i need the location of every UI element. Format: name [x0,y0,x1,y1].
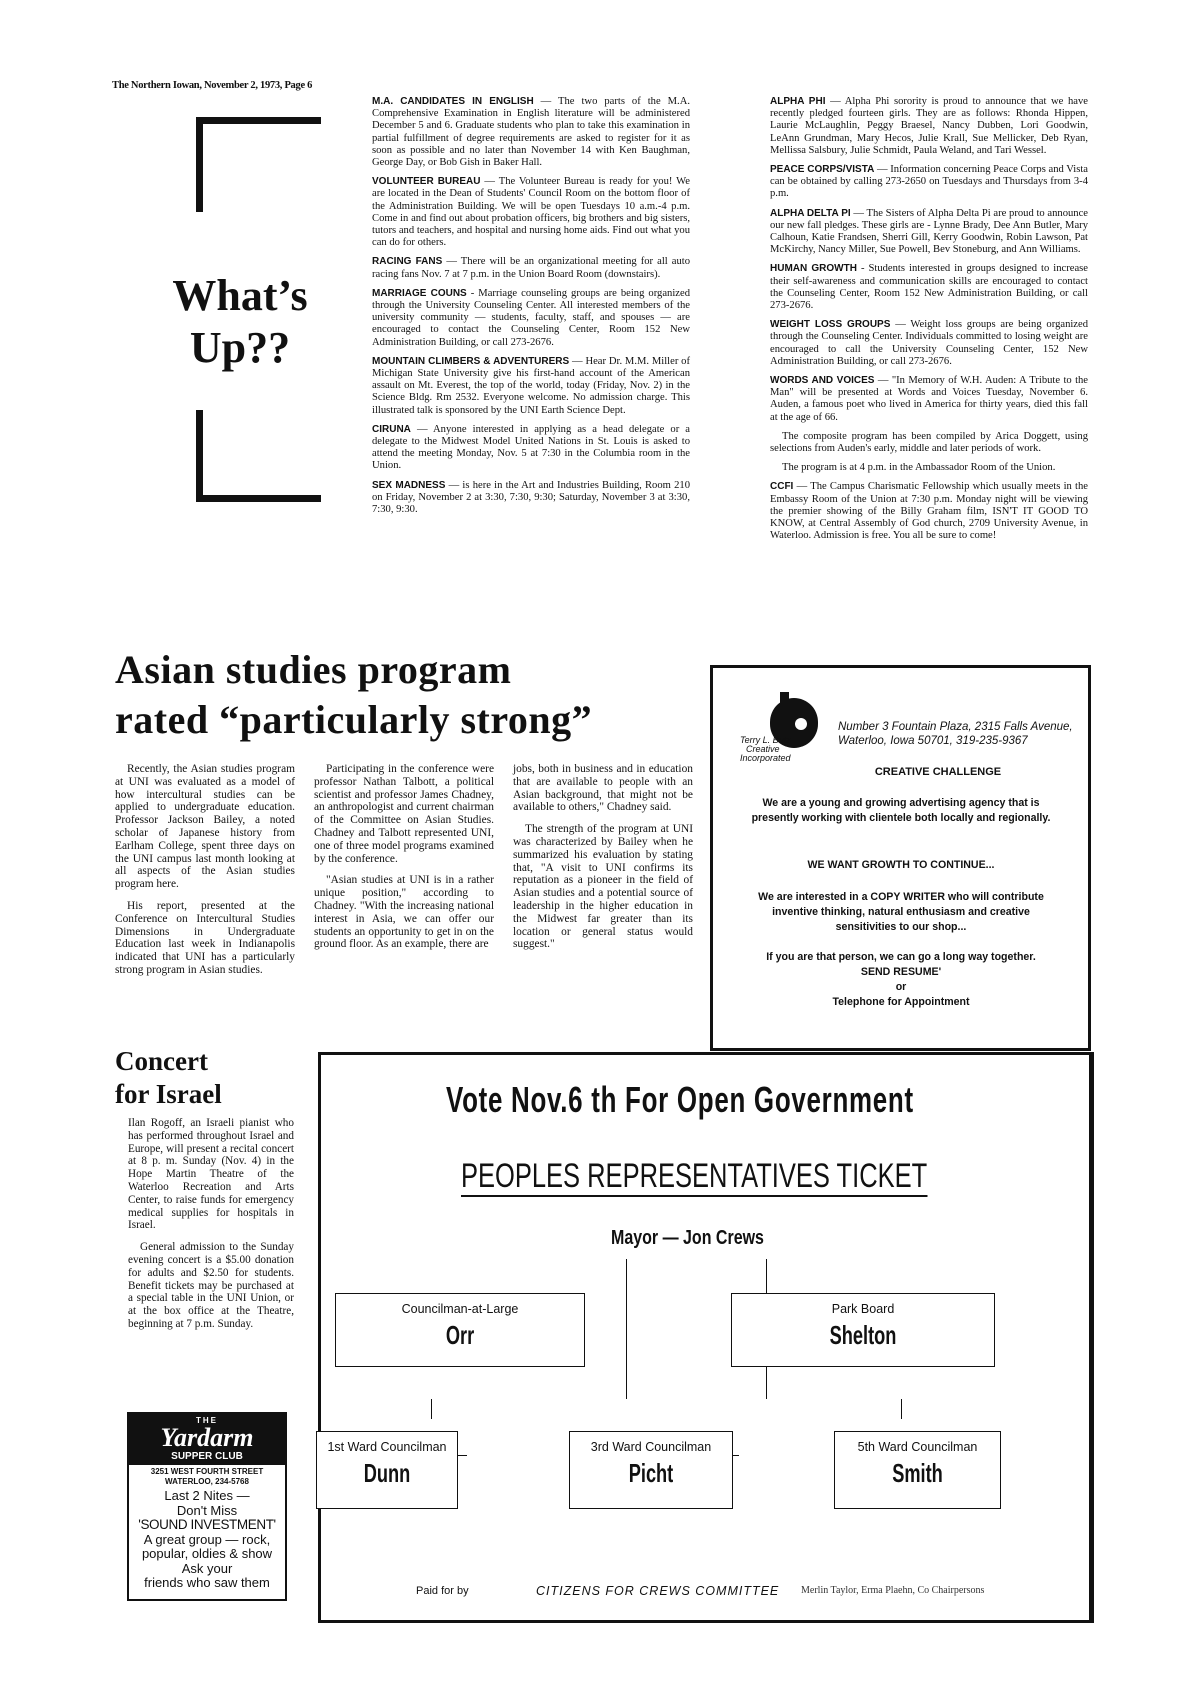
announcement-heading: MOUNTAIN CLIMBERS & ADVENTURERS [372,355,570,367]
announcement-item [770,164,1088,201]
yardarm-city: WATERLOO, 234-5768 [165,1477,249,1486]
yardarm-line2: Don't Miss [176,1502,238,1518]
announcement-item [770,208,1088,257]
committee-name: CITIZENS FOR CREWS COMMITTEE [536,1584,780,1598]
announcement-item [372,176,690,249]
asian-title-line1: Asian studies program [115,647,512,692]
box-3rd-ward [569,1431,733,1509]
bracket-bottom [196,410,321,502]
box-title: 3rd Ward Councilman [590,1440,712,1454]
announcement-text: - Students interested in groups designed to increase their self-awareness and communication skills are encouraged to contact the Counseling Center, Room 152 New Administration Building, or call 273-2676. [770,263,1088,312]
announcement-heading: M.A. CANDIDATES IN ENGLISH [372,96,534,107]
box-5th-ward [834,1431,1001,1509]
announcements-column-2 [770,96,1088,550]
paid-for-label: Paid for by [416,1585,469,1597]
announcement-text: — The Volunteer Bureau is ready for you! We are located in the Dean of Students' Council Room on the bottom floor of the Administration Building. We will be open Tuesdays 10 a.m.-4 p.m. Come in and find out about probation officers, big brothers and big sisters, tutors and teachers, and hospital and nursing home aids. Find out what you can do for others. [372,176,691,249]
box-name: Orr [445,1320,475,1350]
announcement-item [770,96,1088,157]
yardarm-line3: 'SOUND INVESTMENT' [138,1517,276,1532]
asian-column-c [513,763,693,960]
logo-name: Terry L. Butz [740,735,791,745]
concert-headline [115,1045,222,1111]
announcement-text: — "In Memory of W.H. Auden: A Tribute to the Man" will be presented at Words and Voices Tuesday, November 6. Auden, a famous poet who lived in America for thirty years, died this fall at the age of 66. [770,375,1089,423]
announcement-item [372,256,690,280]
asian-column-b [314,763,494,960]
ad-p6: or [895,981,907,993]
announcement-heading: HUMAN GROWTH [770,263,857,275]
article-paragraph: "Asian studies at UNI is in a rather unique position," according to Chadney. "With the increasing national interest in Asia, we can offer our students an opportunity to get in on the ground floor. As an example, there are [314,874,494,951]
masthead: The Northern Iowan, November 2, 1973, Page 6 [112,80,313,91]
announcement-heading: VOLUNTEER BUREAU [372,176,481,188]
article-paragraph: jobs, both in business and in education that are available to people with an Asian background, that might not be available to others," Chadney said. [513,763,693,814]
announcement-text: — Weight loss groups are being organized through the Counseling Center. Individuals committed to losing weight are encouraged to call the University Counseling Center, 152 New Administration Building, or call 273-2676. [770,319,1089,367]
article-paragraph: Recently, the Asian studies program at UNI was evaluated as a model of how intercultural studies can be applied to undergraduate education. Professor Jackson Bailey, a noted scholar of Japanese history from Earlham College, spent three days on the UNI campus last month looking at all aspects of the Asian studies program here. [115,763,295,891]
concert-paragraph-2: General admission to the Sunday evening concert is a $5.00 donation for adults and $2.50 for students. Benefit tickets may be purchased at a special table in the UNI Union, or at the box office at the Theatre, beginning at 7 p.m. Sunday. [128,1241,294,1330]
box-title: Park Board [831,1302,895,1316]
tree-line-left [626,1259,627,1399]
box-title: Councilman-at-Large [401,1302,519,1316]
announcement-heading: WORDS AND VOICES [770,375,875,387]
asian-title-line2: rated “particularly strong” [115,697,593,742]
concert-paragraph-1: Ilan Rogoff, an Israeli pianist who has performed throughout Israel and Europe, will present a recital concert at 8 p. m. Sunday (Nov. 4) in the Hope Martin Theatre of the Waterloo Recreation and Arts Center, to raise funds for emergency medical supplies for hospitals in Israel. [128,1117,294,1232]
concert-title-line1: Concert [115,1046,208,1076]
announcement-item [770,431,1088,455]
logo-sub1: Creative [746,744,780,754]
yardarm-line6: Ask your [181,1560,233,1576]
ad-paragraph-1: We are a young and growing advertising agency that is presently working with clientele both locally and regionally. [751,797,1051,824]
box-councilman-at-large [335,1293,585,1367]
announcement-heading: RACING FANS [372,256,443,268]
box-name: Smith [892,1458,943,1488]
announcement-text: - Marriage counseling groups are being organized through the University Counseling Center. All interested members of the university community — students, faculty, staff, and spouses — are encouraged to contact the Counseling Center, Room 152 New Administration Building, or call 273-2676. [372,287,690,348]
concert-title-line2: for Israel [115,1079,222,1109]
logo-text [740,736,791,763]
vote-headline: Vote Nov.6 th For Open Government [446,1079,914,1120]
box-name: Shelton [829,1320,897,1350]
announcement-item [770,319,1088,368]
announcement-heading: MARRIAGE COUNS [372,287,467,299]
yardarm-line1: Last 2 Nites — [164,1488,250,1503]
box-park-board [731,1293,995,1367]
announcement-text: — Alpha Phi sorority is proud to announce that we have recently pledged fourteen girls. They are as follows: Rhonda Hippen, Laurie McLaughlin, Peggy Braesel, Nancy Dubben, Lori Goodwin, LeAnn Grundman, Mary Hecos, Julie Krall, Sue Mellicker, Deb Ryan, Mellissa Salsbury, Julie Schmidt, Paula Weland, and Tari Wessel. [770,96,1088,156]
announcement-text: — is here in the Art and Industries Building, Room 210 on Friday, November 2 at 3:30, 7:30, 9:30; Saturday, November 3 at 3:30, 7:30, 9:30. [372,479,691,516]
announcement-heading: CIRUNA [372,423,411,435]
logo-sub2: Incorporated [740,753,791,763]
announcement-text: — Information concerning Peace Corps and Vista can be obtained by calling 273-2650 on Tuesdays and Thursdays from 3-4 p.m. [770,164,1088,200]
announcement-text: — There will be an organizational meeting for all auto racing fans Nov. 7 at 7 p.m. in the Union Board Room (downstairs). [372,256,690,280]
announcement-heading: ALPHA PHI [770,96,826,107]
asian-column-a [115,763,295,986]
vote-ad [318,1052,1094,1623]
yardarm-name: Yardarm [160,1423,254,1452]
yardarm-line7: friends who saw them [144,1575,270,1590]
announcement-item [770,263,1088,312]
announcement-text: — The two parts of the M.A. Comprehensive Examination in English literature will be administered December 5 and 6. Graduate students who plan to take this examination in partial fulfillment of degree requirements are asked to register for it as soon as possible and no later than November 14 with Ken Baughman, George Day, or Bob Gish in Baker Hall. [372,96,690,169]
announcement-text: — The Campus Charismatic Fellowship which usually meets in the Embassy Room of the Union at 7:30 p.m. Monday night will be viewing the premier showing of the Billy Graham film, ISN'T IT GOOD TO KNOW, at Central Assembly of God church, 2709 University Avenue, in Waterloo. Admission is free. You all be sure to come! [770,481,1088,542]
box-1st-ward [316,1431,458,1509]
yardarm-club: SUPPER CLUB [171,1451,243,1462]
ad-p4: If you are that person, we can go a long way together. [766,951,1036,963]
announcement-heading: SEX MADNESS [372,479,446,491]
ad-paragraph-2: WE WANT GROWTH TO CONTINUE... [807,859,995,871]
announcement-heading: PEACE CORPS/VISTA [770,164,875,176]
whats-up-line2: Up?? [189,323,291,372]
announcement-heading: ALPHA DELTA PI [770,207,851,219]
whats-up-line1: What’s [172,271,308,320]
box-name: Dunn [363,1458,411,1488]
box-name: Picht [628,1458,674,1488]
announcement-text: — Hear Dr. M.M. Miller of Michigan State University give his first-hand account of the American assault on Mt. Everest, the top of the world, today (Friday, Nov. 2) in the Science Bldg. Rm 2532. Everyone welcome. No admission charge. This illustrated talk is sponsored by the UNI Earth Science Dept. [372,355,691,416]
announcement-item [372,424,690,473]
announcement-text: The composite program has been compiled by Arica Doggett, using selections from Auden's early, middle and later periods of work. [770,430,1088,455]
announcement-item [770,462,1088,474]
box-title: 5th Ward Councilman [857,1440,978,1454]
ad-p5: SEND RESUME' [860,966,942,978]
announcement-heading: WEIGHT LOSS GROUPS [770,319,891,331]
article-paragraph: Participating in the conference were professor Nathan Talbott, a political scientist and professor James Chadney, an anthropologist and current chairman of the Committee on Asian Studies. Chadney and Talbott represented UNI, one of three model programs examined by the conference. [314,763,494,865]
yardarm-line4: A great group — rock, [143,1531,271,1547]
tree-line-down-left [431,1399,432,1419]
article-paragraph: The strength of the program at UNI was characterized by Bailey when he summarized his evaluation by stating that, "A visit to UNI confirms its reputation as a pioneer in the field of Asian studies and a potential source of leadership in the higher education in the Midwest far greater than its location or general status would suggest." [513,823,693,951]
ticket-title: PEOPLES REPRESENTATIVES TICKET [461,1157,928,1195]
announcement-heading: CCFI [770,481,794,493]
yardarm-line5: popular, oldies & show [141,1546,273,1561]
creative-challenge-ad [710,665,1091,1051]
creative-challenge-heading: CREATIVE CHALLENGE [874,766,1002,778]
announcement-item [372,356,690,417]
tree-line-down-right [901,1399,902,1419]
mayor-label: Mayor — Jon Crews [611,1227,764,1249]
yardarm-the: THE [196,1416,218,1425]
announcement-item [372,480,690,517]
ad-paragraph-3: We are interested in a COPY WRITER who will contribute inventive thinking, natural enthusiasm and creative sensitivities to our shop... [758,891,1044,933]
announcement-text: The program is at 4 p.m. in the Ambassador Room of the Union. [782,462,1056,474]
asian-studies-headline [115,645,592,745]
ad-paragraph-4 [741,950,1061,1010]
bracket-top [196,117,321,212]
box-title: 1st Ward Councilman [327,1440,447,1454]
ad-p7: Telephone for Appointment [832,996,970,1008]
announcement-item [372,96,690,169]
announcements-column-1 [372,96,690,523]
announcement-item [770,375,1088,424]
agency-address [838,720,1078,748]
yardarm-banner [129,1414,285,1465]
yardarm-copy [129,1489,285,1591]
announcement-item [372,288,690,349]
concert-body [128,1117,294,1340]
announcement-item [770,481,1088,542]
address-line2: Waterloo, Iowa 50701, 319-235-9367 [838,735,1028,747]
yardarm-address: 3251 WEST FOURTH STREET [150,1467,264,1476]
chairpersons: Merlin Taylor, Erma Plaehn, Co Chairpersons [801,1585,985,1596]
yardarm-ad [127,1412,287,1601]
article-paragraph: His report, presented at the Conference on Intercultural Studies Dimensions in Undergraduate Education last week in Indianapolis indicated that UNI has a particularly strong program in Asian studies. [115,899,295,976]
whats-up-title [150,270,330,374]
announcement-text: — The Sisters of Alpha Delta Pi are proud to announce our new fall pledges. These girls are - Lynne Brady, Dee Ann Butler, Mary Calhoun, Katie Frandsen, Sherri Gill, Kerry Goodwin, Robin Lawson, Pat McKirchy, Nancy Miller, Sue Powell, Bev Stoneburg, and Ann Williams. [770,207,1088,256]
address-line1: Number 3 Fountain Plaza, 2315 Falls Avenue, [838,721,1073,733]
announcement-text: — Anyone interested in applying as a head delegate or a delegate to the Midwest Model United Nations in St. Louis is asked to attend the meeting Monday, Nov. 5 at 7:30 in the Columbia room in the Union. [372,423,690,472]
